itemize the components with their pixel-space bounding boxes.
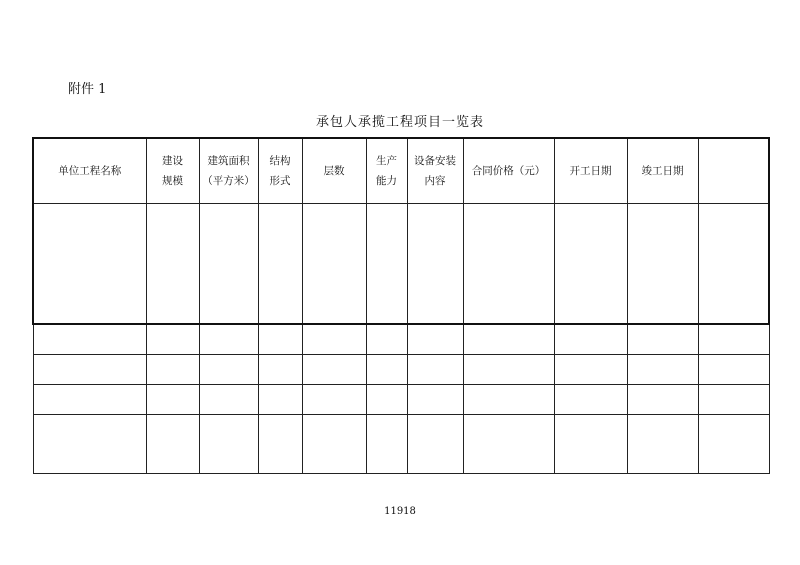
- table-cell: [698, 204, 769, 325]
- table-cell: [258, 355, 302, 385]
- header-equipment-installation: [407, 138, 463, 204]
- header-contract-price: 合同价格（元）: [463, 138, 554, 204]
- header-production-capacity: [366, 138, 407, 204]
- table-cell: [698, 355, 769, 385]
- annex-label: 附件 1: [68, 82, 107, 97]
- table-cell: [627, 385, 698, 415]
- table-cell: [463, 415, 554, 474]
- table-cell: [146, 324, 199, 355]
- project-table-container: [32, 137, 770, 474]
- table-cell: [366, 324, 407, 355]
- table-cell: [554, 204, 627, 325]
- table-cell: [554, 324, 627, 355]
- table-cell: [199, 324, 258, 355]
- table-header-row: [33, 138, 769, 204]
- table-cell: [33, 324, 146, 355]
- table-cell: [627, 204, 698, 325]
- header-line: 生产: [376, 155, 397, 167]
- header-line: 建设: [162, 155, 183, 167]
- table-cell: [33, 415, 146, 474]
- header-line: 内容: [424, 175, 446, 187]
- header-line: 形式: [269, 175, 291, 187]
- table-cell: [146, 355, 199, 385]
- table-cell: [407, 385, 463, 415]
- header-start-date: 开工日期: [554, 138, 627, 204]
- table-cell: [463, 204, 554, 325]
- table-cell: [463, 355, 554, 385]
- table-cell: [258, 385, 302, 415]
- header-line: 建筑面积: [207, 155, 250, 167]
- table-row: [33, 415, 769, 474]
- header-completion-date: 竣工日期: [627, 138, 698, 204]
- table-cell: [463, 324, 554, 355]
- document-title: 承包人承揽工程项目一览表: [315, 115, 484, 130]
- table-cell: [302, 204, 366, 325]
- table-cell: [366, 204, 407, 325]
- table-cell: [258, 415, 302, 474]
- header-blank: [698, 138, 769, 204]
- table-cell: [199, 204, 258, 325]
- table-row: [33, 355, 769, 385]
- table-cell: [627, 324, 698, 355]
- header-line: 规模: [162, 175, 183, 187]
- table-cell: [698, 324, 769, 355]
- table-cell: [302, 324, 366, 355]
- header-building-area: [199, 138, 258, 204]
- table-cell: [554, 415, 627, 474]
- table-cell: [407, 415, 463, 474]
- header-line: 设备安装: [414, 155, 456, 167]
- table-cell: [146, 415, 199, 474]
- table-cell: [33, 204, 146, 325]
- table-cell: [33, 355, 146, 385]
- table-cell: [146, 385, 199, 415]
- table-cell: [302, 385, 366, 415]
- page-number: 11918: [384, 506, 416, 517]
- table-cell: [366, 385, 407, 415]
- header-construction-scale: [146, 138, 199, 204]
- table-cell: [258, 204, 302, 325]
- table-cell: [407, 355, 463, 385]
- header-floors: 层数: [302, 138, 366, 204]
- table-row: [33, 385, 769, 415]
- table-cell: [366, 355, 407, 385]
- table-cell: [554, 385, 627, 415]
- table-cell: [627, 355, 698, 385]
- table-cell: [554, 355, 627, 385]
- table-cell: [698, 385, 769, 415]
- table-cell: [33, 385, 146, 415]
- table-cell: [407, 324, 463, 355]
- table-row: [33, 324, 769, 355]
- table-cell: [407, 204, 463, 325]
- header-line: 结构: [269, 155, 291, 167]
- project-table: [32, 137, 770, 474]
- table-cell: [199, 385, 258, 415]
- table-row: [33, 204, 769, 325]
- table-cell: [366, 415, 407, 474]
- table-cell: [302, 355, 366, 385]
- header-line: 能力: [376, 175, 397, 187]
- table-cell: [199, 355, 258, 385]
- table-cell: [463, 385, 554, 415]
- header-unit-project-name: 单位工程名称: [33, 138, 146, 204]
- table-cell: [698, 415, 769, 474]
- table-cell: [627, 415, 698, 474]
- table-cell: [302, 415, 366, 474]
- table-cell: [199, 415, 258, 474]
- table-cell: [258, 324, 302, 355]
- table-cell: [146, 204, 199, 325]
- header-structure-type: [258, 138, 302, 204]
- header-line: （平方米）: [202, 175, 255, 187]
